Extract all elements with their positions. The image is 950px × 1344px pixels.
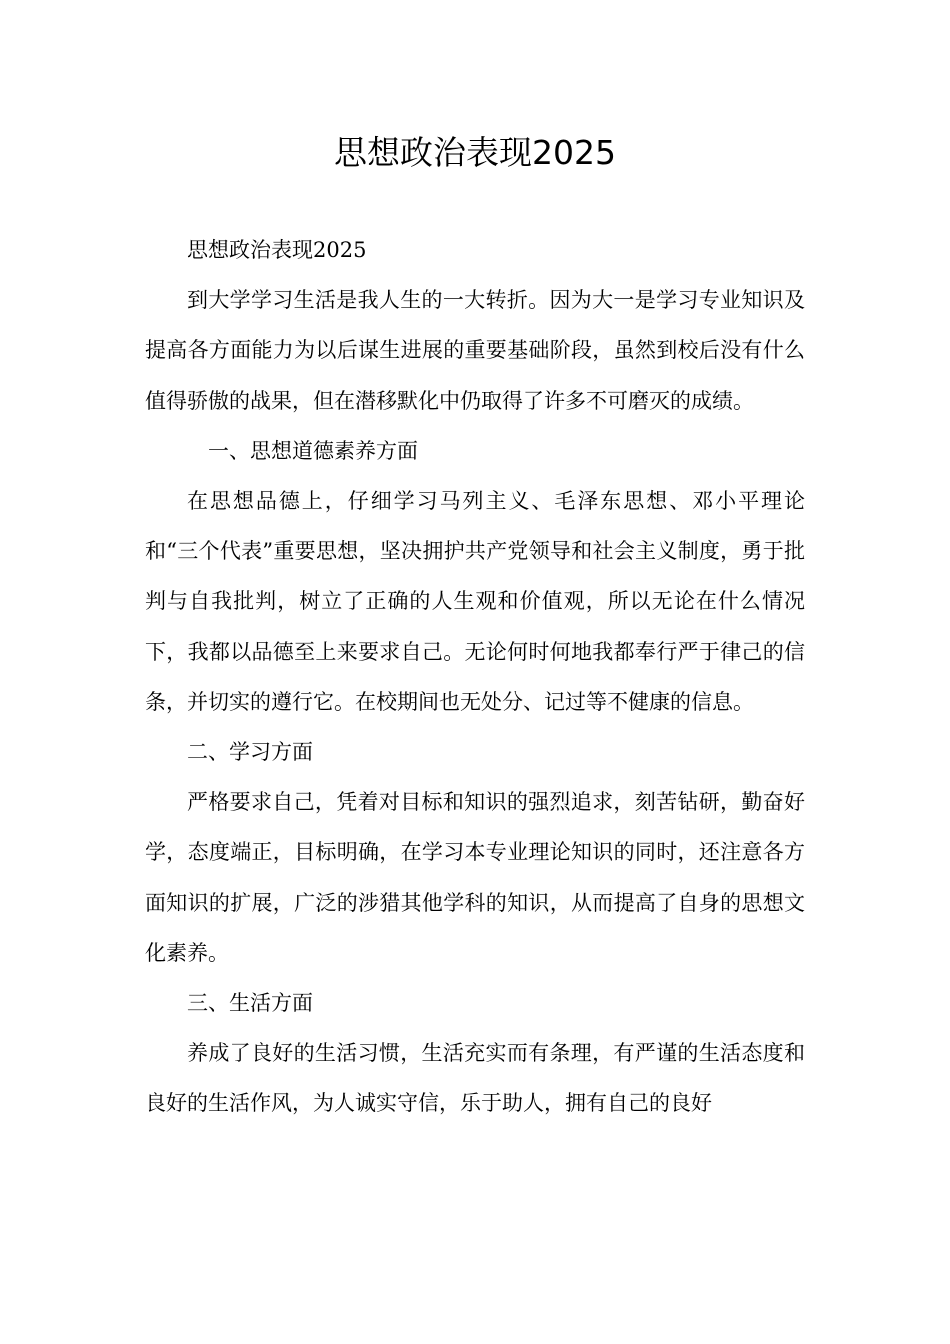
document-body (145, 225, 805, 1129)
section-heading-life: 三、生活方面 (187, 991, 313, 1016)
paragraph-study: 严格要求自己，凭着对目标和知识的强烈追求，刻苦钻研，勤奋好学，态度端正，目标明确，在学习本专业理论知识的同时，还注意各方面知识的扩展，广泛的涉猎其他学科的知识，从而提高了自身的思想文化素养。 (145, 790, 805, 965)
paragraph-life: 养成了良好的生活习惯，生活充实而有条理，有严谨的生活态度和良好的生活作风，为人诚实守信，乐于助人，拥有自己的良好 (145, 1041, 805, 1116)
section-heading-study: 二、学习方面 (187, 740, 313, 765)
section-heading-moral: 一、思想道德素养方面 (208, 438, 418, 463)
document-title: 思想政治表现2025 (334, 133, 616, 172)
paragraph-moral: 在思想品德上，仔细学习马列主义、毛泽东思想、邓小平理论和“三个代表”重要思想，坚决拥护共产党领导和社会主义制度，勇于批判与自我批判，树立了正确的人生观和价值观，所以无论在什么情况下，我都以品德至上来要求自己。无论何时何地我都奉行严于律己的信条，并切实的遵行它。在校期间也无处分、记过等不健康的信息。 (145, 489, 805, 714)
paragraph-intro: 到大学学习生活是我人生的一大转折。因为大一是学习专业知识及提高各方面能力为以后谋生进展的重要基础阶段，虽然到校后没有什么值得骄傲的战果，但在潜移默化中仍取得了许多不可磨灭的成绩。 (145, 288, 805, 413)
paragraph-subtitle: 思想政治表现2025 (187, 238, 367, 262)
